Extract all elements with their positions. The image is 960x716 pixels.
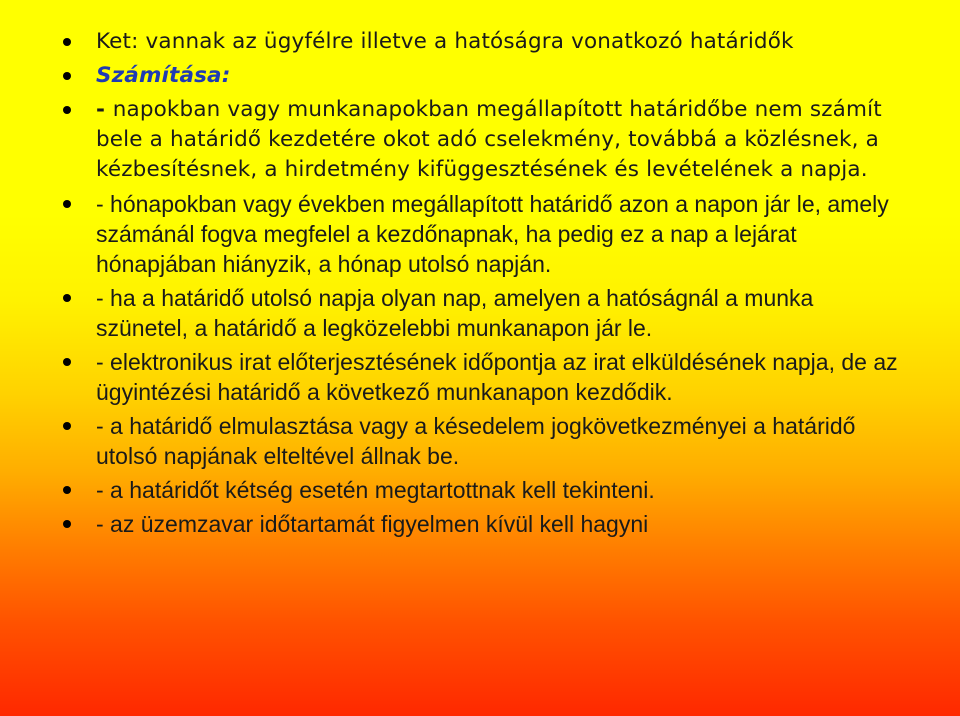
bullet-item-szunet <box>0 283 960 343</box>
bullet-dot-icon <box>63 358 71 366</box>
bullet-text: napokban vagy munkanapokban megállapított határidőbe nem számít bele a határidő kezdetére okot adó cselekmény, továbbá a közlésnek, a kézbesítésnek, a hirdetmény kifüggesztésének és levételének a napja. <box>96 97 882 182</box>
bullet-dot-icon <box>63 422 71 430</box>
bullet-list <box>0 27 960 543</box>
section-heading: Számítása: <box>96 63 231 88</box>
bullet-text: - elektronikus irat előterjesztésének időpontja az irat elküldésének napja, de az ügyintézési határidő a következő munkanapon kezdődik. <box>96 349 898 405</box>
bullet-item-ket <box>0 27 960 57</box>
bullet-text: Ket: vannak az ügyfélre illetve a hatóságra vonatkozó határidők <box>96 29 794 54</box>
bullet-text: - a határidőt kétség esetén megtartottnak kell tekinteni. <box>96 477 655 503</box>
bullet-dot-icon <box>63 294 71 302</box>
bullet-text: - hónapokban vagy években megállapított határidő azon a napon jár le, amely számánál fogva megfelel a kezdőnapnak, ha pedig ez a nap a lejárat hónapjában hiányzik, a hónap utolsó napján. <box>96 191 889 277</box>
bullet-item-uzemzavar <box>0 509 960 539</box>
bullet-dot-icon <box>63 106 71 114</box>
bullet-dot-icon <box>63 72 71 80</box>
bullet-item-honapokban <box>0 189 960 279</box>
bullet-dash: - <box>96 97 113 122</box>
bullet-item-elektronikus <box>0 347 960 407</box>
bullet-dot-icon <box>63 38 71 46</box>
bullet-dot-icon <box>63 200 71 208</box>
bullet-item-szamitasa <box>0 61 960 91</box>
bullet-dot-icon <box>63 486 71 494</box>
bullet-item-ketseg <box>0 475 960 505</box>
bullet-dot-icon <box>63 520 71 528</box>
bullet-text: - az üzemzavar időtartamát figyelmen kívül kell hagyni <box>96 511 649 537</box>
bullet-item-napokban <box>0 95 960 185</box>
bullet-item-mulasztas <box>0 411 960 471</box>
bullet-text: - ha a határidő utolsó napja olyan nap, amelyen a hatóságnál a munka szünetel, a határidő a legközelebbi munkanapon jár le. <box>96 285 814 341</box>
bullet-text: - a határidő elmulasztása vagy a késedelem jogkövetkezményei a határidő utolsó napjának elteltével állnak be. <box>96 413 856 469</box>
